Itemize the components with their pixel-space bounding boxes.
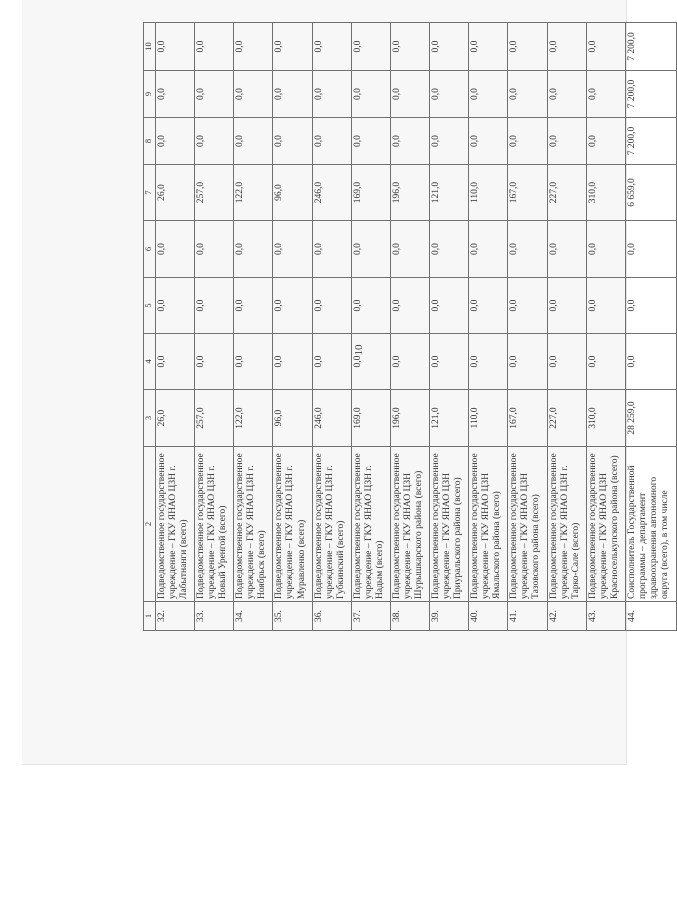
value-cell-col-4: 0,0: [547, 334, 586, 390]
value-cell-col-7: 26,0: [156, 165, 195, 221]
value-cell-col-6: 0,0: [156, 221, 195, 278]
value-cell-col-7: 246,0: [312, 165, 351, 221]
value-cell-col-6: 0,0: [508, 221, 547, 278]
budget-table: [143, 22, 677, 631]
row-number-cell: 37.: [351, 602, 390, 631]
row-number-cell: 39.: [430, 602, 469, 631]
value-cell-col-7: 167,0: [508, 165, 547, 221]
value-cell-col-10: 7 200,0: [625, 23, 676, 71]
table-row: [586, 23, 625, 631]
value-cell-col-3: 196,0: [390, 390, 429, 447]
column-header-3: 3: [144, 390, 156, 447]
value-cell-col-9: 0,0: [351, 71, 390, 118]
value-cell-col-6: 0,0: [390, 221, 429, 278]
row-name-cell: Подведомственное государственное учреждение – ГКУ ЯНАО ЦЗН Шурышкарского района (всего): [390, 447, 429, 602]
value-cell-col-8: 0,0: [195, 118, 234, 165]
value-cell-col-7: 227,0: [547, 165, 586, 221]
row-number-cell: 42.: [547, 602, 586, 631]
table-row: [234, 23, 273, 631]
value-cell-col-7: 169,0: [351, 165, 390, 221]
value-cell-col-4: 0,0: [234, 334, 273, 390]
table-row: [508, 23, 547, 631]
row-name-cell: Подведомственное государственное учреждение – ГКУ ЯНАО ЦЗН Приуральского района (всего): [430, 447, 469, 602]
value-cell-col-9: 0,0: [586, 71, 625, 118]
table-row: [273, 23, 312, 631]
value-cell-col-6: 0,0: [547, 221, 586, 278]
value-cell-col-8: 0,0: [351, 118, 390, 165]
value-cell-col-5: 0,0: [156, 278, 195, 334]
value-cell-col-7: 196,0: [390, 165, 429, 221]
row-number-cell: 40.: [469, 602, 508, 631]
value-cell-col-9: 0,0: [312, 71, 351, 118]
value-cell-col-4: 0,0: [273, 334, 312, 390]
value-cell-col-6: 0,0: [234, 221, 273, 278]
value-cell-col-8: 0,0: [586, 118, 625, 165]
value-cell-col-3: 122,0: [234, 390, 273, 447]
value-cell-col-10: 0,0: [273, 23, 312, 71]
value-cell-col-4: 0,0: [508, 334, 547, 390]
document-page: [22, 0, 670, 765]
value-cell-col-6: 0,0: [312, 221, 351, 278]
value-cell-col-4: 0,0: [469, 334, 508, 390]
value-cell-col-5: 0,0: [508, 278, 547, 334]
table-body: [156, 23, 677, 631]
row-name-cell: Соисполнитель Государственной программы – департамент здравоохранения автономного округа (всего), в том числе: [625, 447, 676, 602]
value-cell-col-3: 26,0: [156, 390, 195, 447]
table-row: [390, 23, 429, 631]
value-cell-col-8: 7 200,0: [625, 118, 676, 165]
value-cell-col-10: 0,0: [508, 23, 547, 71]
value-cell-col-4: 0,0: [586, 334, 625, 390]
value-cell-col-8: 0,0: [273, 118, 312, 165]
row-name-cell: Подведомственное государственное учреждение – ГКУ ЯНАО ЦЗН г. Тарко-Сале (всего): [547, 447, 586, 602]
value-cell-col-5: 0,0: [625, 278, 676, 334]
row-name-cell: Подведомственное государственное учреждение – ГКУ ЯНАО ЦЗН Ямальского района (всего): [469, 447, 508, 602]
table-row: [312, 23, 351, 631]
value-cell-col-10: 0,0: [234, 23, 273, 71]
table-row: [469, 23, 508, 631]
value-cell-col-9: 7 200,0: [625, 71, 676, 118]
value-cell-col-6: 0,0: [273, 221, 312, 278]
value-cell-col-3: 121,0: [430, 390, 469, 447]
value-cell-col-6: 0,0: [430, 221, 469, 278]
value-cell-col-5: 0,0: [195, 278, 234, 334]
value-cell-col-7: 96,0: [273, 165, 312, 221]
value-cell-col-4: 0,0: [312, 334, 351, 390]
value-cell-col-7: 257,0: [195, 165, 234, 221]
value-cell-col-8: 0,0: [312, 118, 351, 165]
value-cell-col-7: 6 659,0: [625, 165, 676, 221]
value-cell-col-5: 0,0: [312, 278, 351, 334]
table-row: [625, 23, 676, 631]
value-cell-col-6: 0,0: [586, 221, 625, 278]
value-cell-col-8: 0,0: [390, 118, 429, 165]
value-cell-col-9: 0,0: [273, 71, 312, 118]
row-name-cell: Подведомственное государственное учреждение – ГКУ ЯНАО ЦЗН г. Муравленко (всего): [273, 447, 312, 602]
value-cell-col-9: 0,0: [195, 71, 234, 118]
value-cell-col-6: 0,0: [469, 221, 508, 278]
row-number-cell: 36.: [312, 602, 351, 631]
value-cell-col-5: 0,0: [234, 278, 273, 334]
value-cell-col-10: 0,0: [156, 23, 195, 71]
value-cell-col-3: 110,0: [469, 390, 508, 447]
value-cell-col-5: 0,0: [273, 278, 312, 334]
row-number-cell: 33.: [195, 602, 234, 631]
value-cell-col-8: 0,0: [156, 118, 195, 165]
value-cell-col-9: 0,0: [508, 71, 547, 118]
value-cell-col-3: 257,0: [195, 390, 234, 447]
table-row: [547, 23, 586, 631]
row-number-cell: 34.: [234, 602, 273, 631]
table-row: [430, 23, 469, 631]
row-name-cell: Подведомственное государственное учреждение – ГКУ ЯНАО ЦЗН Тазовского района (всего): [508, 447, 547, 602]
value-cell-col-5: 0,0: [586, 278, 625, 334]
column-header-2: 2: [144, 447, 156, 602]
value-cell-col-4: 0,0: [625, 334, 676, 390]
value-cell-col-6: 0,0: [625, 221, 676, 278]
value-cell-col-3: 246,0: [312, 390, 351, 447]
value-cell-col-4: 0,0: [195, 334, 234, 390]
value-cell-col-9: 0,0: [156, 71, 195, 118]
column-header-7: 7: [144, 165, 156, 221]
row-name-cell: Подведомственное государственное учреждение – ГКУ ЯНАО ЦЗН Красноселькупского района (всего): [586, 447, 625, 602]
value-cell-col-10: 0,0: [469, 23, 508, 71]
rotated-table-container: [143, 23, 677, 631]
value-cell-col-3: 28 259,0: [625, 390, 676, 447]
value-cell-col-5: 0,0: [430, 278, 469, 334]
row-number-cell: 41.: [508, 602, 547, 631]
row-name-cell: Подведомственное государственное учреждение – ГКУ ЯНАО ЦЗН г. Ноябрьск (всего): [234, 447, 273, 602]
value-cell-col-10: 0,0: [195, 23, 234, 71]
value-cell-col-10: 0,0: [586, 23, 625, 71]
value-cell-col-3: 167,0: [508, 390, 547, 447]
table-row: [156, 23, 195, 631]
value-cell-col-3: 310,0: [586, 390, 625, 447]
row-number-cell: 38.: [390, 602, 429, 631]
value-cell-col-3: 227,0: [547, 390, 586, 447]
column-header-5: 5: [144, 278, 156, 334]
value-cell-col-4: 0,0: [351, 334, 390, 390]
row-name-cell: Подведомственное государственное учреждение – ГКУ ЯНАО ЦЗН г. Лабытнанги (всего): [156, 447, 195, 602]
column-number-row: [144, 23, 156, 631]
value-cell-col-5: 0,0: [351, 278, 390, 334]
column-header-4: 4: [144, 334, 156, 390]
column-header-6: 6: [144, 221, 156, 278]
value-cell-col-8: 0,0: [430, 118, 469, 165]
row-name-cell: Подведомственное государственное учреждение – ГКУ ЯНАО ЦЗН г. Новый Уренгой (всего): [195, 447, 234, 602]
value-cell-col-5: 0,0: [547, 278, 586, 334]
value-cell-col-7: 110,0: [469, 165, 508, 221]
row-number-cell: 43.: [586, 602, 625, 631]
column-header-8: 8: [144, 118, 156, 165]
row-name-cell: Подведомственное государственное учреждение – ГКУ ЯНАО ЦЗН г. Губкинский (всего): [312, 447, 351, 602]
value-cell-col-9: 0,0: [469, 71, 508, 118]
row-number-cell: 35.: [273, 602, 312, 631]
value-cell-col-7: 121,0: [430, 165, 469, 221]
column-header-10: 10: [144, 23, 156, 71]
value-cell-col-10: 0,0: [390, 23, 429, 71]
value-cell-col-6: 0,0: [195, 221, 234, 278]
value-cell-col-10: 0,0: [312, 23, 351, 71]
row-number-cell: 44.: [625, 602, 676, 631]
value-cell-col-8: 0,0: [469, 118, 508, 165]
table-row: [195, 23, 234, 631]
value-cell-col-8: 0,0: [547, 118, 586, 165]
value-cell-col-5: 0,0: [469, 278, 508, 334]
value-cell-col-3: 169,0: [351, 390, 390, 447]
page-number: 10: [353, 344, 365, 356]
value-cell-col-5: 0,0: [390, 278, 429, 334]
value-cell-col-9: 0,0: [430, 71, 469, 118]
value-cell-col-10: 0,0: [351, 23, 390, 71]
value-cell-col-9: 0,0: [234, 71, 273, 118]
value-cell-col-10: 0,0: [547, 23, 586, 71]
value-cell-col-10: 0,0: [430, 23, 469, 71]
value-cell-col-4: 0,0: [390, 334, 429, 390]
table-row: [351, 23, 390, 631]
value-cell-col-8: 0,0: [234, 118, 273, 165]
row-number-cell: 32.: [156, 602, 195, 631]
value-cell-col-4: 0,0: [430, 334, 469, 390]
value-cell-col-8: 0,0: [508, 118, 547, 165]
value-cell-col-9: 0,0: [547, 71, 586, 118]
value-cell-col-7: 310,0: [586, 165, 625, 221]
value-cell-col-9: 0,0: [390, 71, 429, 118]
value-cell-col-4: 0,0: [156, 334, 195, 390]
row-name-cell: Подведомственное государственное учреждение – ГКУ ЯНАО ЦЗН г. Надым (всего): [351, 447, 390, 602]
column-header-1: 1: [144, 602, 156, 631]
value-cell-col-3: 96,0: [273, 390, 312, 447]
value-cell-col-6: 0,0: [351, 221, 390, 278]
value-cell-col-7: 122,0: [234, 165, 273, 221]
column-header-9: 9: [144, 71, 156, 118]
